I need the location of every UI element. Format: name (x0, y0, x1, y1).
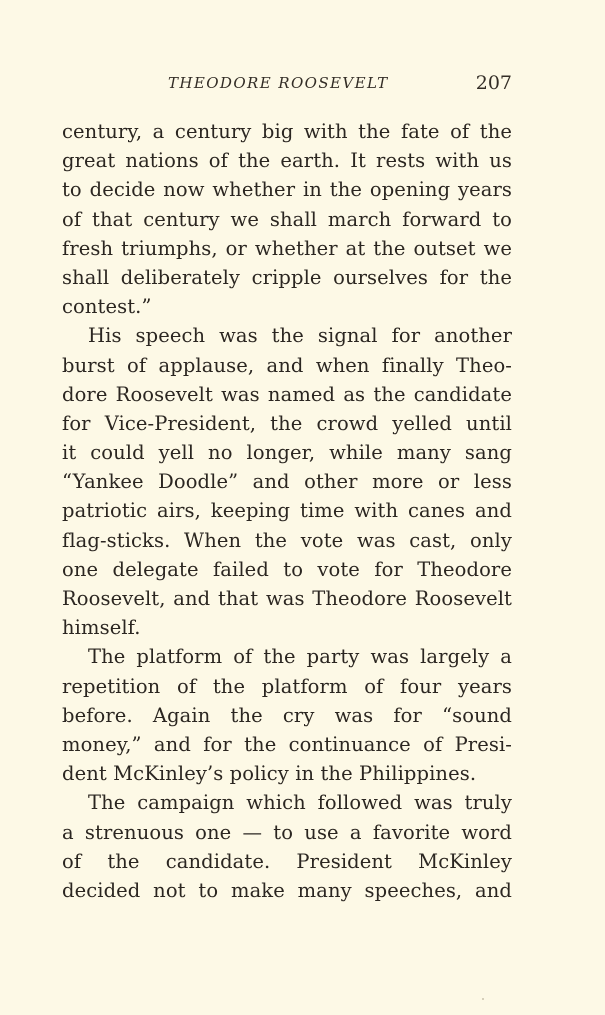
text-line: for Vice-President, the crowd yelled until (62, 411, 512, 435)
text-line: burst of applause, and when finally Theo- (62, 353, 512, 377)
text-line: “Yankee Doodle” and other more or less (62, 470, 512, 494)
text-line: Roosevelt, and that was Theodore Roosevelt (62, 587, 512, 610)
text-line: patriotic airs, keeping time with canes and (62, 499, 512, 523)
text-line: himself. (62, 616, 141, 640)
text-line: of the candidate. President McKinley (62, 849, 512, 873)
text-line: decided not to make many speeches, and (62, 878, 512, 902)
paper-speck (482, 998, 484, 1000)
text-line: of that century we shall march forward to (62, 207, 512, 231)
text-line: dent McKinley’s policy in the Philippines. (62, 762, 477, 786)
text-line: before. Again the cry was for “sound (62, 703, 512, 727)
text-line: to decide now whether in the opening years (62, 178, 512, 202)
text-line: flag-sticks. When the vote was cast, only (62, 528, 512, 552)
text-line: a strenuous one — to use a favorite word (62, 820, 512, 844)
text-line: contest.” (62, 295, 152, 319)
page-number: 207 (475, 72, 512, 94)
paragraph-start-line: The campaign which followed was truly (88, 791, 512, 815)
paragraph-start-line: His speech was the signal for another (88, 324, 512, 348)
text-line: shall deliberately cripple ourselves for the (62, 265, 512, 289)
text-line: it could yell no longer, while many sang (62, 441, 512, 465)
body-text (62, 117, 512, 905)
running-head (62, 72, 512, 96)
running-title: THEODORE ROOSEVELT (168, 74, 389, 92)
text-line: money,” and for the continuance of Presi- (62, 732, 512, 756)
text-line: repetition of the platform of four years (62, 674, 512, 698)
text-line: one delegate failed to vote for Theodore (62, 557, 512, 581)
text-line: great nations of the earth. It rests with us (62, 149, 512, 173)
paragraph-start-line: The platform of the party was largely a (88, 645, 512, 669)
text-line: century, a century big with the fate of the (62, 120, 512, 143)
text-line: fresh triumphs, or whether at the outset we (62, 236, 512, 260)
text-line: dore Roosevelt was named as the candidate (62, 382, 512, 406)
